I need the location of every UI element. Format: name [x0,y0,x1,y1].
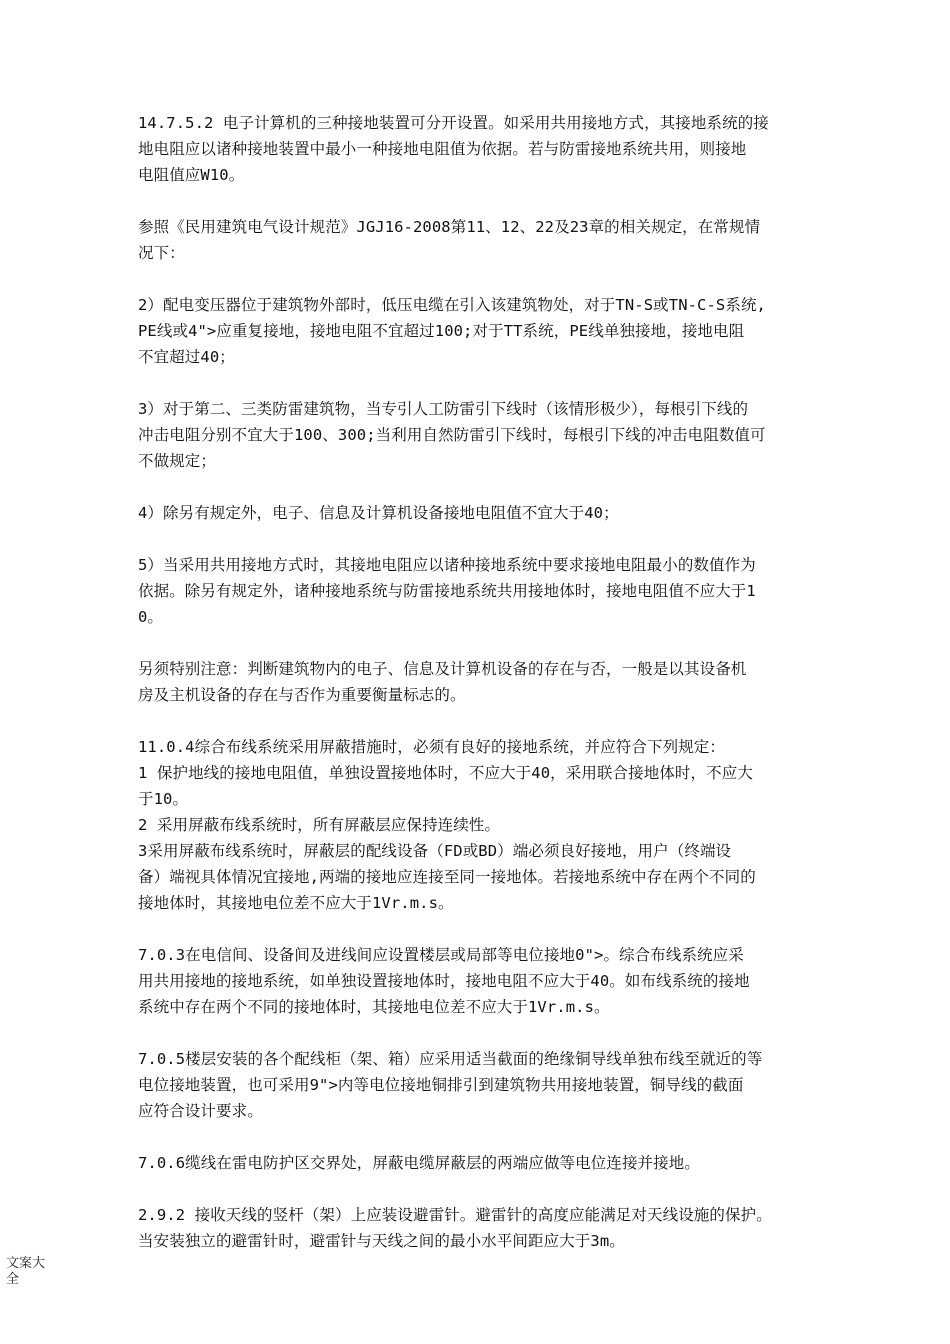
text-line: 3采用屏蔽布线系统时，屏蔽层的配线设备（FD或BD）端必须良好接地，用户（终端设 [138,842,732,860]
paragraph [138,942,820,1020]
paragraph [138,656,820,708]
paragraph [138,1202,820,1254]
paragraph [138,110,820,188]
text-line: 况下： [138,244,185,262]
footer-text-line-2: 全 [6,1272,20,1287]
text-line: 5）当采用共用接地方式时，其接地电阻应以诸种接地系统中要求接地电阻最小的数值作为 [138,556,756,574]
text-line: 当安装独立的避雷针时，避雷针与天线之间的最小水平间距应大于3m。 [138,1232,625,1250]
text-line: 11.0.4综合布线系统采用屏蔽措施时，必须有良好的接地系统，并应符合下列规定： [138,738,725,756]
text-line: 7.0.5楼层安装的各个配线柜（架、箱）应采用适当截面的绝缘铜导线单独布线至就近的等 [138,1050,763,1068]
text-line: 地电阻应以诸种接地装置中最小一种接地电阻值为依据。若与防雷接地系统共用，则接地 [138,140,747,158]
text-line: 系统中存在两个不同的接地体时，其接地电位差不应大于1Vr.m.s。 [138,998,610,1016]
text-line: 2.9.2 接收天线的竖杆（架）上应装设避雷针。避雷针的高度应能满足对天线设施的保护。 [138,1206,772,1224]
text-line: 接地体时，其接地电位差不应大于1Vr.m.s。 [138,894,454,912]
text-line: PE线或4">应重复接地，接地电阻不宜超过100;对于TT系统，PE线单独接地，接地电阻 [138,322,745,340]
text-line: 冲击电阻分别不宜大于100、300;当利用自然防雷引下线时，每根引下线的冲击电阻数值可 [138,426,766,444]
text-line: 4）除另有规定外，电子、信息及计算机设备接地电阻值不宜大于40； [138,504,619,522]
paragraph [138,500,820,526]
text-line: 另须特别注意：判断建筑物内的电子、信息及计算机设备的存在与否，一般是以其设备机 [138,660,747,678]
text-line: 1 保护地线的接地电阻值，单独设置接地体时，不应大于40，采用联合接地体时，不应大 [138,764,753,782]
text-line: 3）对于第二、三类防雷建筑物，当专引人工防雷引下线时（该情形极少），每根引下线的 [138,400,749,418]
paragraph [138,396,820,474]
text-line: 不做规定； [138,452,217,470]
document-body [138,110,820,1280]
text-line: 电阻值应W10。 [138,166,245,184]
text-line: 不宜超过40； [138,348,235,366]
text-line: 备）端视具体情况宜接地,两端的接地应连接至同一接地体。若接地系统中存在两个不同的 [138,868,756,886]
text-line: 0。 [138,608,164,626]
text-line: 7.0.6缆线在雷电防护区交界处，屏蔽电缆屏蔽层的两端应做等电位连接并接地。 [138,1154,700,1172]
text-line: 2）配电变压器位于建筑物外部时，低压电缆在引入该建筑物处，对于TN-S或TN-C-S系统, [138,296,766,314]
paragraph [138,1046,820,1124]
paragraph [138,214,820,266]
paragraph [138,734,820,916]
footer-text-line-1: 文案大 [6,1256,46,1271]
text-line: 参照《民用建筑电气设计规范》JGJ16-2008第11、12、22及23章的相关规定，在常规情 [138,218,761,236]
text-line: 于10。 [138,790,189,808]
text-line: 房及主机设备的存在与否作为重要衡量标志的。 [138,686,466,704]
paragraph [138,292,820,370]
footer-watermark [6,1256,54,1288]
text-line: 应符合设计要求。 [138,1102,263,1120]
text-line: 2 采用屏蔽布线系统时，所有屏蔽层应保持连续性。 [138,816,501,834]
text-line: 用共用接地的接地系统，如单独设置接地体时，接地电阻不应大于40。如布线系统的接地 [138,972,750,990]
paragraph [138,1150,820,1176]
text-line: 电位接地装置，也可采用9">内等电位接地铜排引到建筑物共用接地装置，铜导线的截面 [138,1076,744,1094]
text-line: 依据。除另有规定外，诸种接地系统与防雷接地系统共用接地体时，接地电阻值不应大于1 [138,582,756,600]
paragraph [138,552,820,630]
text-line: 14.7.5.2 电子计算机的三种接地装置可分开设置。如采用共用接地方式，其接地系统的接 [138,114,769,132]
text-line: 7.0.3在电信间、设备间及进线间应设置楼层或局部等电位接地0">。综合布线系统应采 [138,946,744,964]
